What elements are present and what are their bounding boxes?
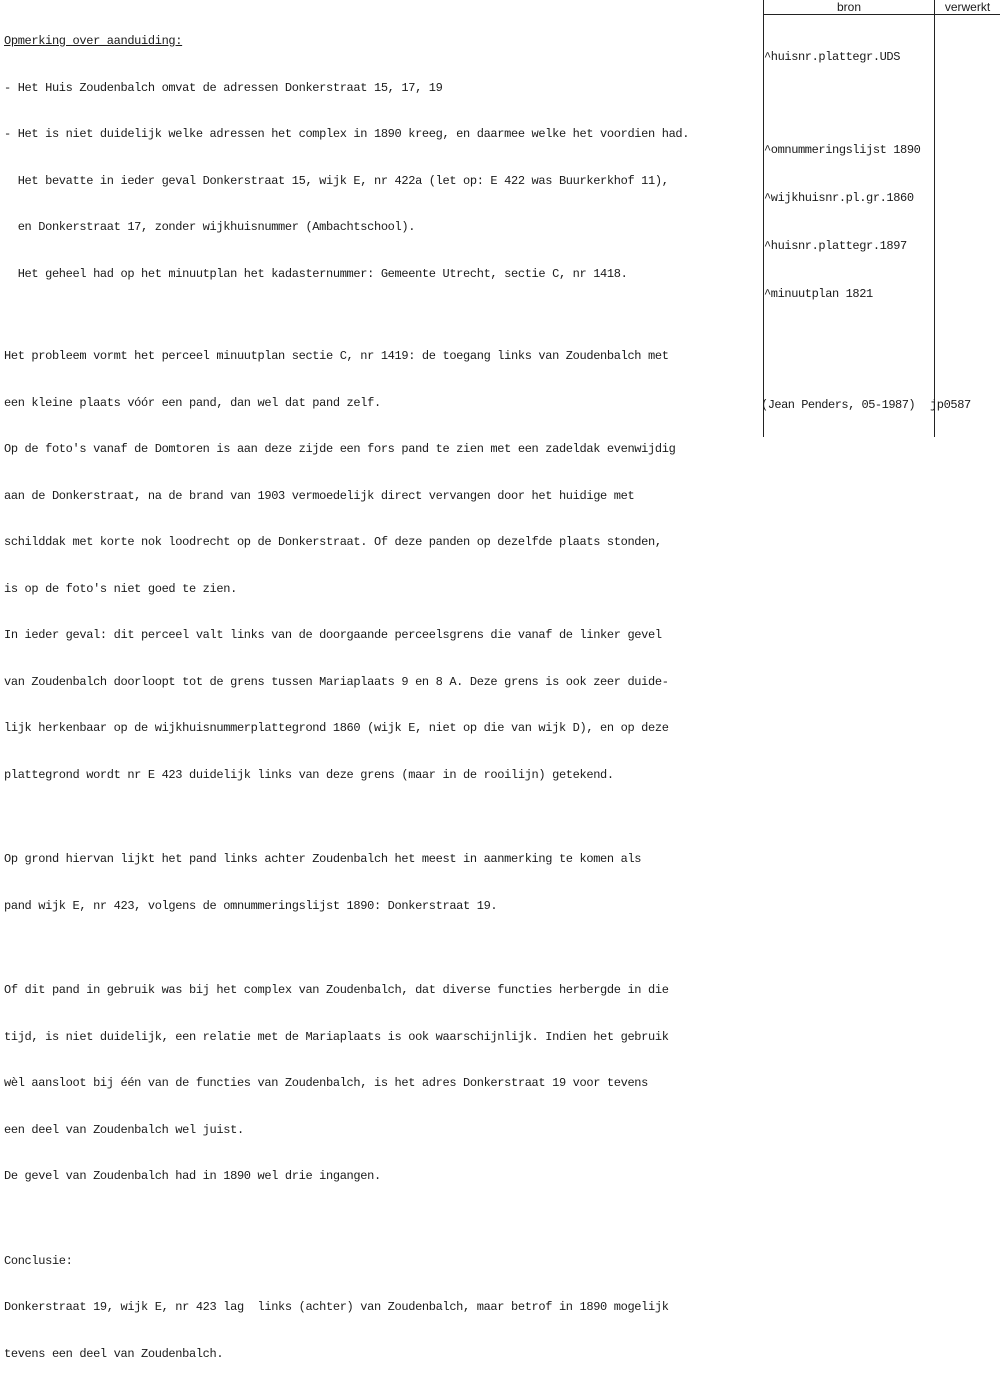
- paragraph-line: Op grond hiervan lijkt het pand links achter Zoudenbalch het meest in aanmerking te komen als: [4, 852, 642, 866]
- source-item: ^huisnr.plattegr.1897: [764, 239, 907, 253]
- processed-code: jp0587: [930, 398, 971, 412]
- remark-text: [4, 3, 758, 1393]
- source-item: ^minuutplan 1821: [764, 287, 873, 301]
- paragraph-line: wèl aansloot bij één van de functies van Zoudenbalch, is het adres Donkerstraat 19 voor tevens: [4, 1076, 649, 1090]
- conclusion-line: Donkerstraat 19, wijk E, nr 423 lag links (achter) van Zoudenbalch, maar betrof in 1890 mogelijk: [4, 1300, 669, 1314]
- conclusion-heading: Conclusie:: [4, 1253, 73, 1268]
- paragraph-line: tijd, is niet duidelijk, een relatie met de Mariaplaats is ook waarschijnlijk. Indien het gebruik: [4, 1029, 669, 1044]
- remark-heading: Opmerking over aanduiding:: [4, 34, 183, 48]
- paragraph-line: een kleine plaats vóór een pand, dan wel dat pand zelf.: [4, 395, 381, 410]
- author-signature: (Jean Penders, 05-1987): [761, 398, 916, 412]
- paragraph-line: In ieder geval: dit perceel valt links van de doorgaande perceelsgrens die vanaf de linker gevel: [4, 628, 662, 642]
- paragraph-line: Het probleem vormt het perceel minuutplan sectie C, nr 1419: de toegang links van Zoudenbalch met: [4, 349, 669, 363]
- paragraph-line: pand wijk E, nr 423, volgens de omnummeringslijst 1890: Donkerstraat 19.: [4, 898, 498, 913]
- column-header-bron: bron: [836, 0, 862, 14]
- header-divider: [763, 14, 1000, 15]
- conclusion-line: tevens een deel van Zoudenbalch.: [4, 1346, 224, 1361]
- remark-line: - Het is niet duidelijk welke adressen het complex in 1890 kreeg, en daarmee welke het voordien had.: [4, 127, 690, 141]
- paragraph-line: aan de Donkerstraat, na de brand van 1903 vermoedelijk direct vervangen door het huidige met: [4, 488, 635, 503]
- column-header-verwerkt: verwerkt: [944, 0, 991, 14]
- paragraph-line: schilddak met korte nok loodrecht op de Donkerstraat. Of deze panden op dezelfde plaats stonden,: [4, 535, 662, 549]
- remark-line: Het bevatte in ieder geval Donkerstraat 15, wijk E, nr 422a (let op: E 422 was Buurkerkhof 11),: [4, 173, 669, 188]
- source-list: [764, 17, 936, 334]
- remark-line: en Donkerstraat 17, zonder wijkhuisnummer (Ambachtschool).: [4, 220, 416, 234]
- paragraph-line: van Zoudenbalch doorloopt tot de grens tussen Mariaplaats 9 en 8 A. Deze grens is ook zeer duide-: [4, 674, 669, 689]
- remark-line: Het geheel had op het minuutplan het kadasternummer: Gemeente Utrecht, sectie C, nr 1418.: [4, 266, 628, 281]
- source-item: ^omnummeringslijst 1890: [764, 143, 921, 157]
- paragraph-line: De gevel van Zoudenbalch had in 1890 wel drie ingangen.: [4, 1169, 381, 1183]
- source-item: ^wijkhuisnr.pl.gr.1860: [764, 191, 914, 205]
- paragraph-line: is op de foto's niet goed te zien.: [4, 581, 237, 596]
- paragraph-line: Of dit pand in gebruik was bij het complex van Zoudenbalch, dat diverse functies herbergde in die: [4, 983, 669, 997]
- source-item: ^huisnr.plattegr.UDS: [764, 50, 901, 64]
- paragraph-line: een deel van Zoudenbalch wel juist.: [4, 1122, 244, 1137]
- paragraph-line: Op de foto's vanaf de Domtoren is aan deze zijde een fors pand te zien met een zadeldak evenwijdig: [4, 442, 676, 456]
- remark-line: - Het Huis Zoudenbalch omvat de adressen Donkerstraat 15, 17, 19: [4, 80, 443, 95]
- paragraph-line: plattegrond wordt nr E 423 duidelijk links van deze grens (maar in de rooilijn) getekend.: [4, 767, 614, 782]
- paragraph-line: lijk herkenbaar op de wijkhuisnummerplattegrond 1860 (wijk E, niet op die van wijk D), en op deze: [4, 721, 669, 735]
